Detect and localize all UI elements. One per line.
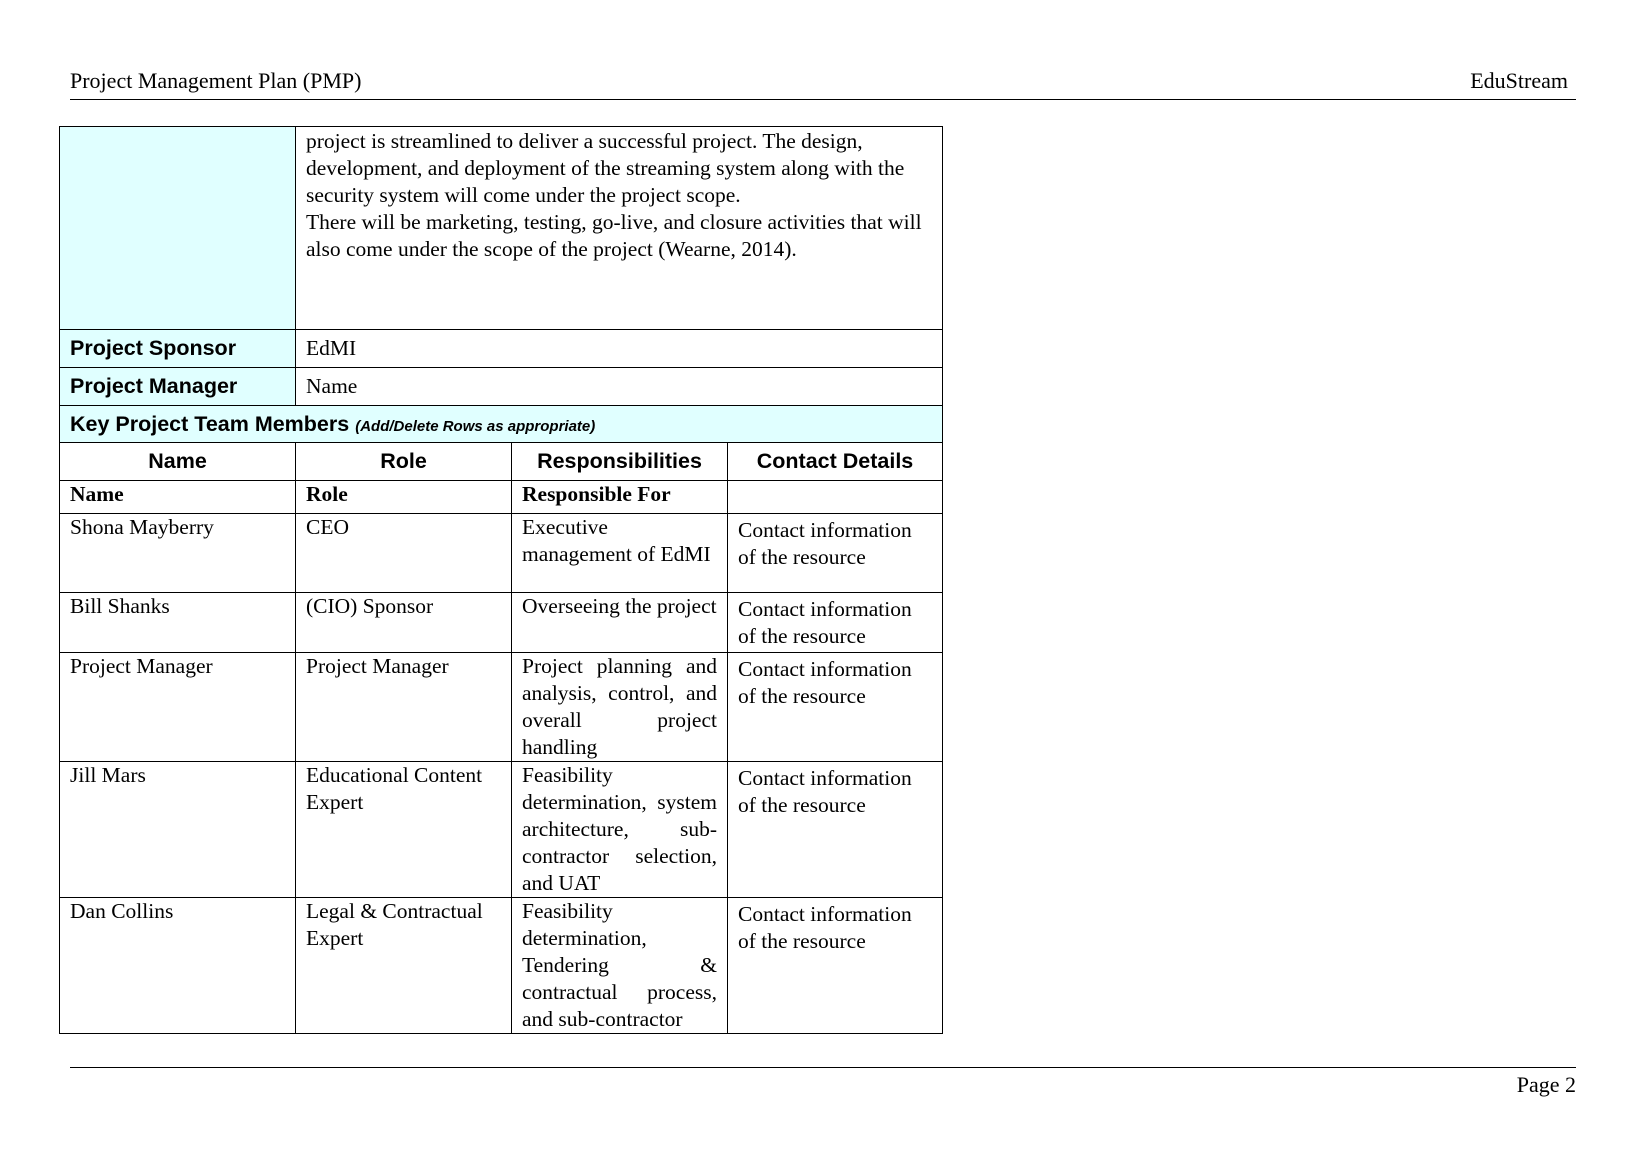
member-responsibility: Feasibility determination, system architecture, sub-contractor selection, and UAT <box>512 762 728 898</box>
brand-name: EduStream <box>1470 68 1568 93</box>
column-header: Role <box>296 443 512 481</box>
manager-label: Project Manager <box>60 368 296 406</box>
member-contact: Contact information of the resource <box>728 514 943 593</box>
member-name: Bill Shanks <box>60 593 296 653</box>
scope-text-cell <box>296 127 943 330</box>
subheader-cell: Role <box>296 481 512 514</box>
scope-paragraph: There will be marketing, testing, go-live, and closure activities that will also come under the scope of the project (Wearne, 2014). <box>306 210 922 261</box>
member-role: Project Manager <box>296 653 512 762</box>
team-title-cell <box>60 406 943 443</box>
member-role: (CIO) Sponsor <box>296 593 512 653</box>
member-role: Educational Content Expert <box>296 762 512 898</box>
team-note: (Add/Delete Rows as appropriate) <box>355 418 596 435</box>
member-responsibility: Executive management of EdMI <box>512 514 728 593</box>
member-name: Dan Collins <box>60 898 296 1034</box>
team-title-row <box>60 406 943 443</box>
footer-divider <box>70 1067 1576 1068</box>
subheader-cell <box>728 481 943 514</box>
member-name: Shona Mayberry <box>60 514 296 593</box>
table-row <box>60 653 943 762</box>
table-row <box>60 593 943 653</box>
member-role: Legal & Contractual Expert <box>296 898 512 1034</box>
member-responsibility: Project planning and analysis, control, and overall project handling <box>512 653 728 762</box>
table-row <box>60 762 943 898</box>
column-header: Name <box>60 443 296 481</box>
team-title: Key Project Team Members <box>70 412 350 436</box>
subheader-cell: Responsible For <box>512 481 728 514</box>
member-name: Project Manager <box>60 653 296 762</box>
column-header: Responsibilities <box>512 443 728 481</box>
sponsor-value: EdMI <box>296 330 943 368</box>
document-title: Project Management Plan (PMP) <box>70 68 362 93</box>
manager-value: Name <box>296 368 943 406</box>
member-role: CEO <box>296 514 512 593</box>
member-contact: Contact information of the resource <box>728 762 943 898</box>
project-plan-table <box>59 126 943 1034</box>
subheader-row <box>60 481 943 514</box>
subheader-cell: Name <box>60 481 296 514</box>
member-contact: Contact information of the resource <box>728 898 943 1034</box>
member-name: Jill Mars <box>60 762 296 898</box>
column-header: Contact Details <box>728 443 943 481</box>
scope-row <box>60 127 943 330</box>
scope-paragraph: project is streamlined to deliver a successful project. The design, development, and deployment of the streaming system along with the security system will come under the project scope. <box>306 129 905 207</box>
page-header <box>70 66 1576 100</box>
member-contact: Contact information of the resource <box>728 593 943 653</box>
scope-label-cell <box>60 127 296 330</box>
member-contact: Contact information of the resource <box>728 653 943 762</box>
sponsor-label: Project Sponsor <box>60 330 296 368</box>
manager-row <box>60 368 943 406</box>
member-responsibility: Overseeing the project <box>512 593 728 653</box>
table-row <box>60 514 943 593</box>
column-header-row <box>60 443 943 481</box>
member-responsibility: Feasibility determination, Tendering & contractual process, and sub-contractor <box>512 898 728 1034</box>
sponsor-row <box>60 330 943 368</box>
table-row <box>60 898 943 1034</box>
page-number: Page 2 <box>1516 1072 1576 1097</box>
